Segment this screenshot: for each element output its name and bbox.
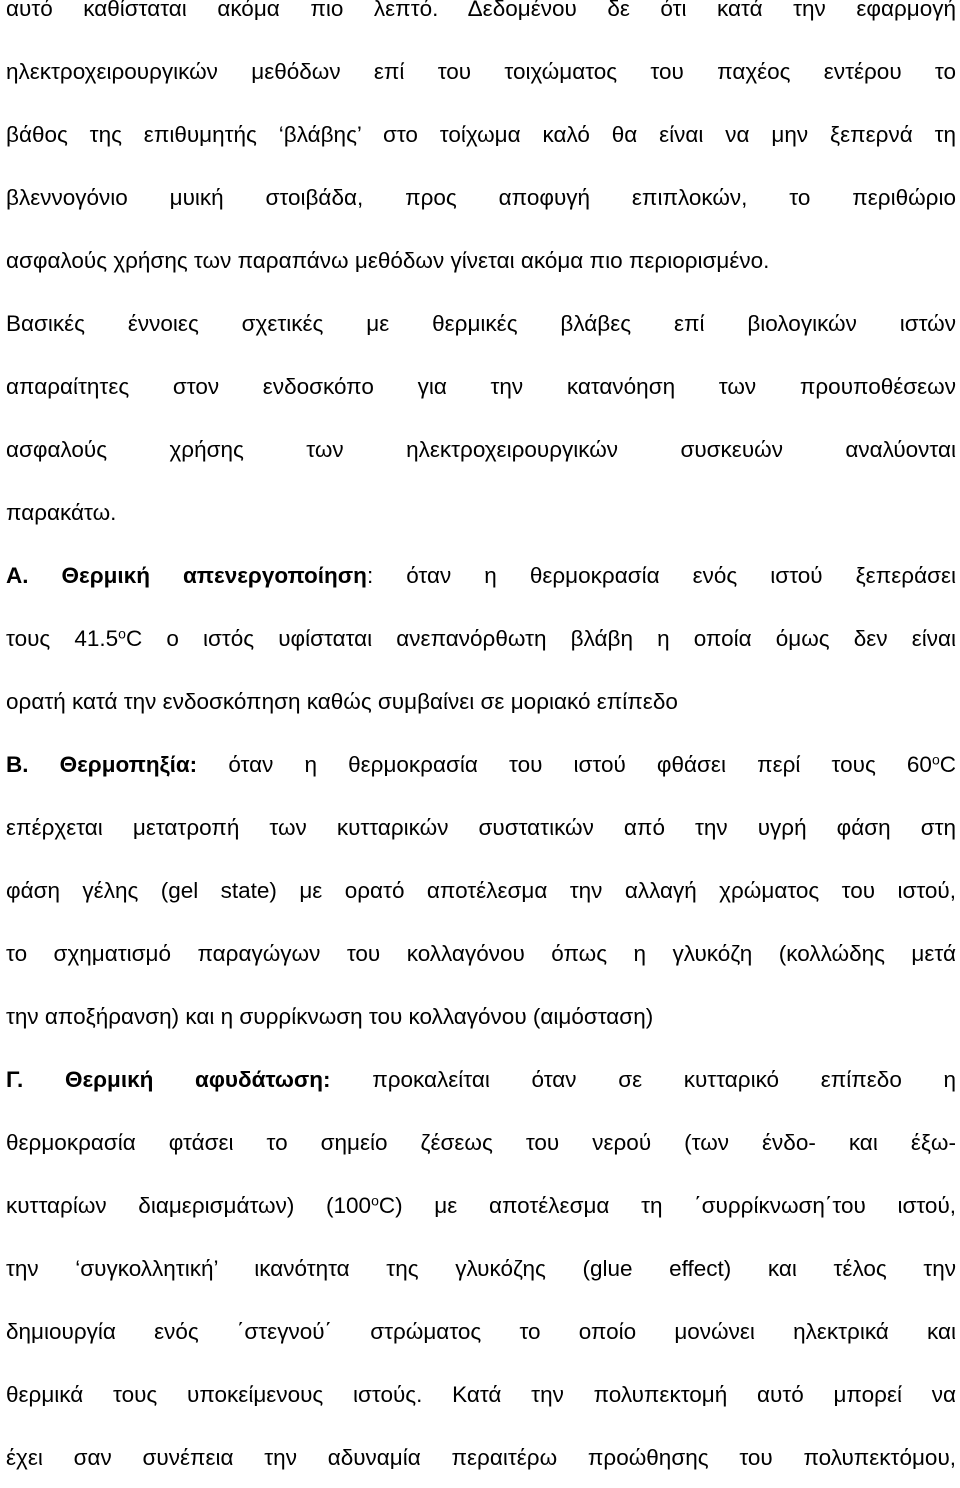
section-b-heading-line [6,750,956,780]
text-line: έχει σαν συνέπεια την αδυναμία περαιτέρω προώθησης του πολυπεκτόμου, [6,1445,956,1470]
section-a-term: Α. Θερμική απενεργοποίηση [6,563,367,588]
text-line [6,1191,956,1221]
text-line: βλεννογόνιο μυική στοιβάδα, προς αποφυγή επιπλοκών, το περιθώριο [6,185,956,210]
text-line: βάθος της επιθυμητής ‘βλάβης’ στο τοίχωμα καλό θα είναι να μην ξεπερνά τη [6,122,956,147]
text-segment: τους 41.5 [6,626,119,651]
text-segment: C [939,752,956,777]
text-line: την αποξήρανση) και η συρρίκνωση του κολλαγόνου (αιμόσταση) [6,1004,654,1029]
section-c-term: Γ. Θερμική αφυδάτωση: [6,1067,331,1092]
text-segment: C ο ιστός υφίσταται ανεπανόρθωτη βλάβη η οποία όμως δεν είναι [125,626,956,651]
text-line: Βασικές έννοιες σχετικές με θερμικές βλάβες επί βιολογικών ιστών [6,311,956,336]
text-segment: όταν η θερμοκρασία του ιστού φθάσει περί τους 60 [197,752,932,777]
text-segment: κυτταρίων διαμερισμάτων) (100 [6,1193,372,1218]
text-line: θερμοκρασία φτάσει το σημείο ζέσεως του νερού (των ένδο- και έξω- [6,1130,956,1155]
section-c-heading-line [6,1065,956,1095]
text-line [6,624,956,654]
section-c-text: προκαλείται όταν σε κυτταρικό επίπεδο η [330,1067,957,1092]
text-line: ασφαλούς χρήσης των παραπάνω μεθόδων γίνεται ακόμα πιο περιορισμένο. [6,248,770,273]
degree-superscript: o [931,751,940,768]
text-line: απαραίτητες στον ενδοσκόπο για την κατανόηση των προυποθέσεων [6,374,956,399]
text-line: ορατή κατά την ενδοσκόπηση καθώς συμβαίνει σε μοριακό επίπεδο [6,689,678,714]
section-a-text: : όταν η θερμοκρασία ενός ιστού ξεπεράσει [366,563,956,588]
text-line: παρακάτω. [6,500,117,525]
text-line: ασφαλούς χρήσης των ηλεκτροχειρουργικών συσκευών αναλύονται [6,437,956,462]
text-line: δημιουργία ενός ΄στεγνού΄ στρώματος το οποίο μονώνει ηλεκτρικά και [6,1319,956,1344]
text-line: θερμικά τους υποκείμενους ιστούς. Κατά την πολυπεκτομή αυτό μπορεί να [6,1382,956,1407]
degree-superscript: o [118,625,126,642]
section-a-heading-line [6,561,956,591]
text-line: την ‘συγκολλητική’ ικανότητα της γλυκόζης (glue effect) και τέλος την [6,1256,956,1281]
text-line: αυτό καθίσταται ακόμα πιο λεπτό. Δεδομένου δε ότι κατά την εφαρμογή [6,0,956,21]
text-line: ηλεκτροχειρουργικών μεθόδων επί του τοιχώματος του παχέος εντέρου το [6,59,956,84]
text-line: επέρχεται μετατροπή των κυτταρικών συστατικών από την υγρή φάση στη [6,815,956,840]
degree-superscript: o [371,1192,379,1209]
text-line: το σχηματισμό παραγώγων του κολλαγόνου όπως η γλυκόζη (κολλώδης μετά [6,941,956,966]
text-line: φάση γέλης (gel state) με ορατό αποτέλεσμα την αλλαγή χρώματος του ιστού, [6,878,956,903]
section-b-term: Β. Θερμοπηξία: [6,752,198,777]
text-segment: C) με αποτέλεσμα τη ΄συρρίκνωση΄του ιστού, [378,1193,956,1218]
